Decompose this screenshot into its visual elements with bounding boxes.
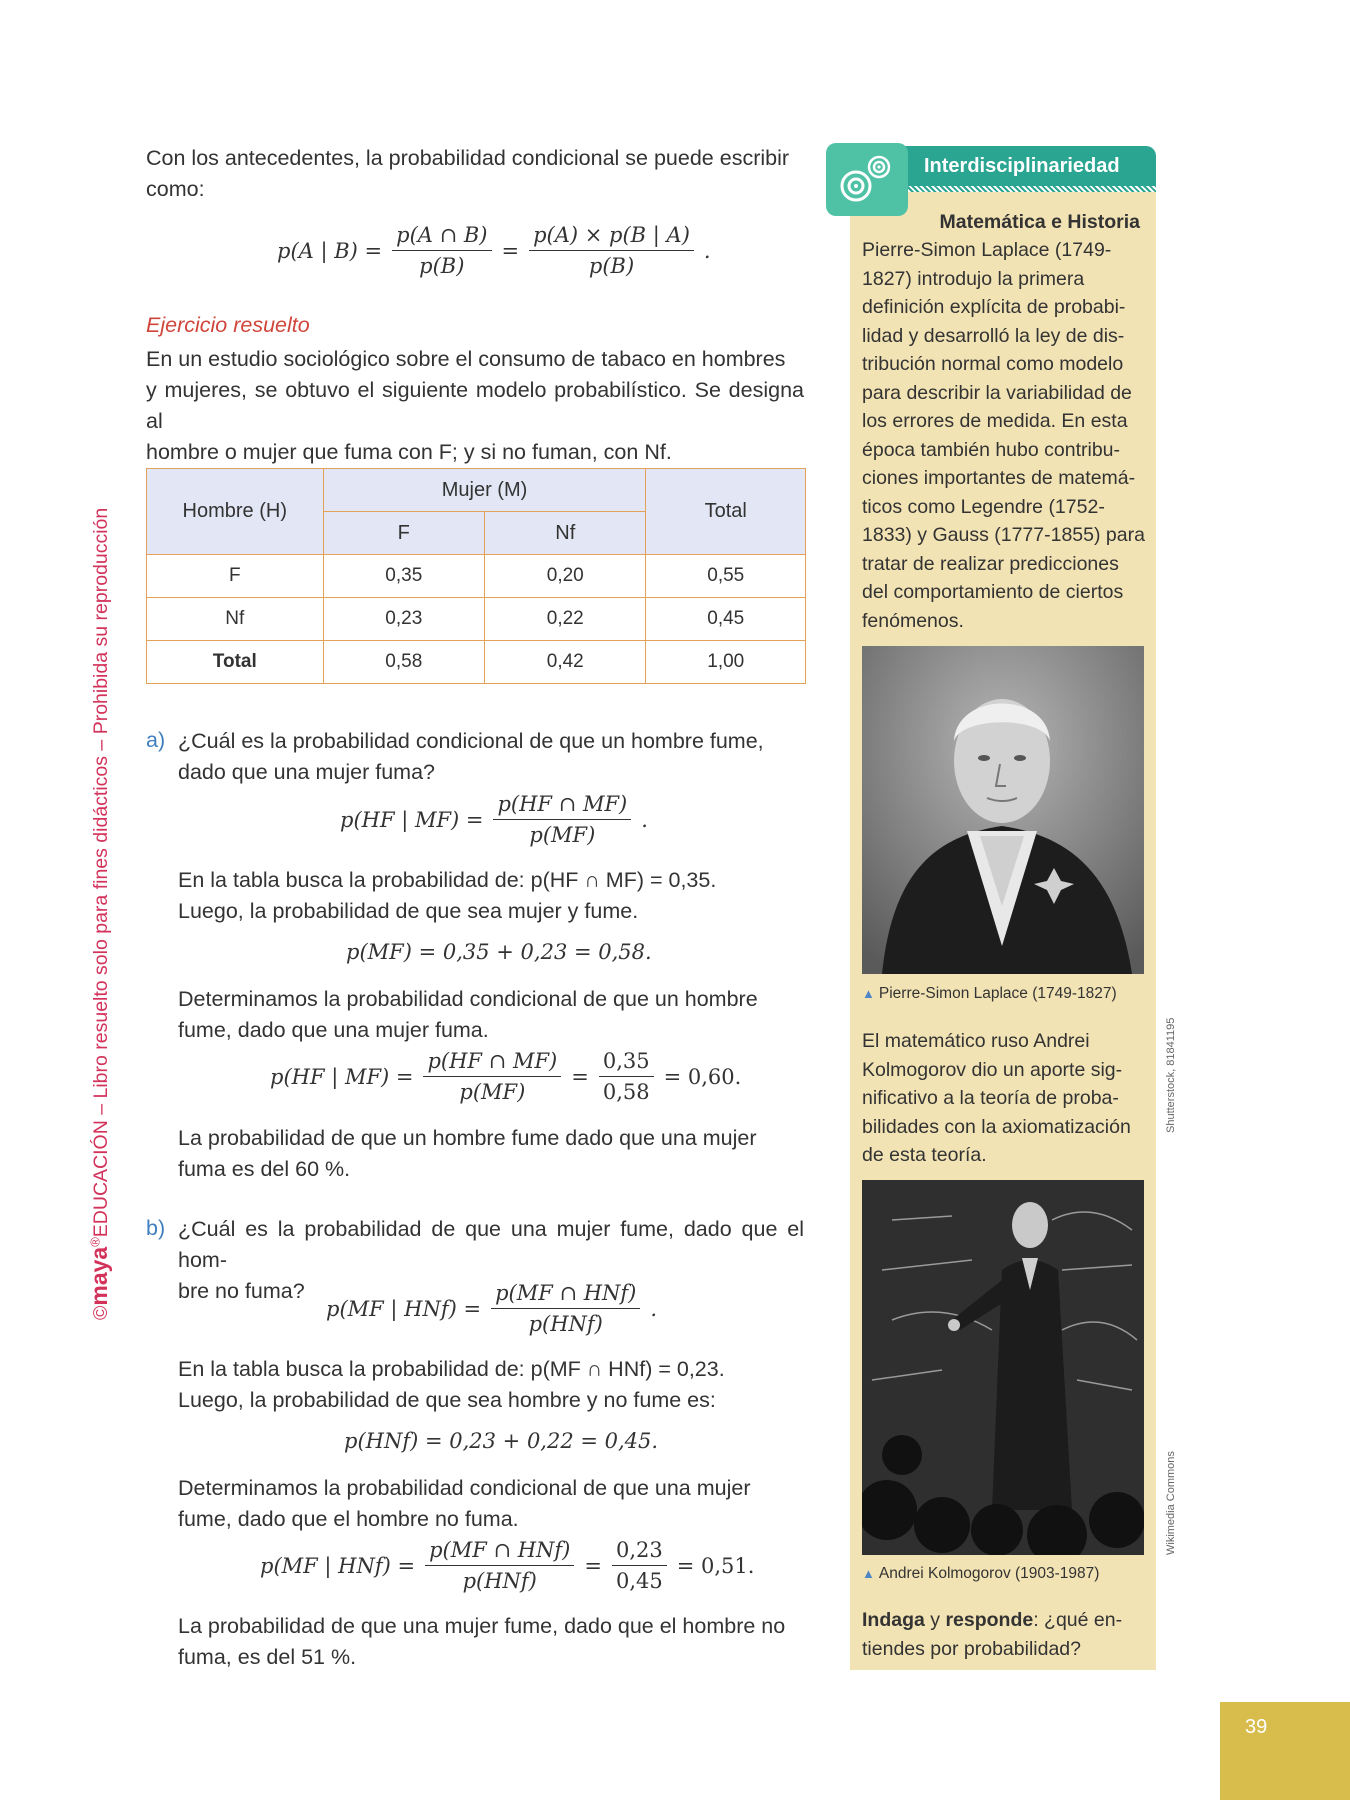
paragraph-line: del comportamiento de ciertos	[862, 581, 1124, 603]
laplace-portrait	[862, 646, 1144, 974]
table-row	[147, 641, 806, 684]
denominator: p(MF)	[459, 1080, 526, 1104]
sidebar-subtitle: Matemática e Historia	[939, 211, 1140, 233]
part-b-formula-2: p(HNf) = 0,23 + 0,22 = 0,45.	[344, 1429, 659, 1453]
part-a-question	[178, 726, 804, 788]
sidebar-question	[862, 1606, 1152, 1663]
paragraph-line: Kolmogorov dio un aporte sig-	[862, 1058, 1123, 1081]
question-line: tiendes por probabilidad?	[862, 1637, 1081, 1660]
brand-name: maya	[86, 1246, 112, 1306]
paragraph-line: 1833) y Gauss (1777-1855) para	[862, 524, 1145, 546]
hombre-header: Hombre (H)	[147, 469, 324, 555]
probability-table	[146, 468, 806, 684]
period: .	[703, 238, 711, 263]
denominator: p(HNf)	[528, 1312, 603, 1336]
numerator: p(MF ∩ HNf)	[425, 1537, 574, 1566]
paragraph-line: de esta teoría.	[862, 1144, 987, 1166]
paragraph-line: ticos como Legendre (1752-	[862, 495, 1105, 518]
table-cell: 0,55	[646, 555, 806, 598]
part-a-steps	[178, 865, 804, 927]
question-line	[862, 1606, 1152, 1635]
part-b-label: b)	[146, 1216, 166, 1240]
intro-line: Con los antecedentes, la probabilidad condicional se puede escribir	[146, 146, 790, 170]
period: .	[641, 807, 648, 832]
copyright-note	[86, 508, 113, 1320]
intro-paragraph	[146, 143, 804, 205]
denominator: p(MF)	[529, 823, 596, 847]
triangle-icon: ▲	[862, 986, 875, 1001]
part-b-formula-1	[326, 1280, 657, 1337]
page-number: 39	[1245, 1716, 1268, 1738]
equals-sign: =	[584, 1553, 602, 1578]
conclusion-line: La probabilidad de que una mujer fume, dado que el hombre no	[178, 1614, 786, 1638]
exercise-statement	[146, 344, 804, 468]
fraction	[491, 1280, 640, 1337]
step-line: Determinamos la probabilidad condicional de que un hombre	[178, 987, 758, 1011]
formula-lhs: p(HF | MF) =	[270, 1064, 414, 1089]
paragraph-line: bilidades con la axiomatización	[862, 1115, 1131, 1138]
equals-sign: =	[571, 1064, 589, 1089]
paragraph-line: 1827) introdujo la primera	[862, 267, 1085, 290]
row-label: Nf	[147, 598, 324, 641]
fraction	[392, 222, 491, 279]
numerator: 0,23	[612, 1537, 667, 1566]
conclusion-line: fuma, es del 51 %.	[178, 1645, 357, 1669]
exercise-heading: Ejercicio resuelto	[146, 313, 310, 337]
ask-text: : ¿qué en-	[1033, 1609, 1123, 1631]
exercise-line: En un estudio sociológico sobre el consumo de tabaco en hombres	[146, 347, 786, 371]
table-cell: 0,23	[323, 598, 484, 641]
formula-lhs: p(A | B) =	[277, 238, 383, 263]
kolmogorov-caption	[862, 1565, 1099, 1583]
paragraph-line: época también hubo contribu-	[862, 438, 1121, 461]
part-a-formula-2: p(MF) = 0,35 + 0,23 = 0,58.	[346, 940, 652, 964]
conclusion-line: La probabilidad de que un hombre fume dado que una mujer	[178, 1126, 757, 1150]
copyright-symbol: ©	[90, 1305, 112, 1320]
ask-bold: responde	[945, 1609, 1034, 1631]
sidebar-tab	[900, 146, 1156, 192]
table-cell: 0,42	[485, 641, 646, 684]
table-row	[147, 598, 806, 641]
fraction	[612, 1537, 667, 1594]
part-a-formula-1	[340, 791, 648, 848]
fraction	[599, 1048, 654, 1105]
caption-text: Andrei Kolmogorov (1903-1987)	[878, 1565, 1100, 1582]
paragraph-line: lidad y desarrolló la ley de dis-	[862, 324, 1125, 347]
kolmogorov-photo	[862, 1180, 1144, 1555]
paragraph-line: Pierre-Simon Laplace (1749-	[862, 239, 1112, 261]
step-line: fume, dado que el hombre no fuma.	[178, 1507, 519, 1531]
tab-label: Interdisciplinariedad	[924, 155, 1120, 177]
table-cell: 0,35	[323, 555, 484, 598]
paragraph-line: nificativo a la teoría de proba-	[862, 1087, 1119, 1109]
ask-bold: Indaga	[862, 1609, 925, 1631]
question-line: bre no fuma?	[178, 1279, 305, 1303]
kolmogorov-photo-credit: Wikimedia Commons	[1165, 1451, 1177, 1555]
paragraph-line: ciones importantes de matemá-	[862, 467, 1136, 489]
part-a-label: a)	[146, 728, 166, 752]
numerator: 0,35	[599, 1048, 654, 1077]
paragraph-line: para describir la variabilidad de	[862, 381, 1132, 404]
triangle-icon: ▲	[862, 1566, 875, 1581]
denominator: p(B)	[419, 254, 465, 278]
mujer-header: Mujer (M)	[323, 469, 646, 512]
row-label: Total	[147, 641, 324, 684]
numerator: p(A) × p(B | A)	[529, 222, 694, 251]
paragraph-line: tratar de realizar predicciones	[862, 552, 1119, 575]
table-cell: 0,20	[485, 555, 646, 598]
part-a-formula-3	[270, 1048, 741, 1105]
step-line: Determinamos la probabilidad condicional de que una mujer	[178, 1476, 751, 1500]
exercise-line: y mujeres, se obtuvo el siguiente modelo probabilístico. Se designa al	[146, 378, 804, 433]
page-number-box	[1220, 1702, 1350, 1800]
ask-connector: y	[924, 1609, 946, 1631]
tab-hatch	[900, 186, 1156, 192]
copyright-text: EDUCACIÓN – Libro resuelto solo para fines didácticos – Prohibida su reproducción	[90, 507, 112, 1238]
target-icon	[826, 143, 908, 216]
exercise-line: hombre o mujer que fuma con F; y si no fuman, con Nf.	[146, 440, 672, 464]
part-b-determine	[178, 1473, 804, 1535]
paragraph-line: definición explícita de probabi-	[862, 296, 1126, 318]
question-line: ¿Cuál es la probabilidad de que una mujer fume, dado que el hom-	[178, 1217, 804, 1272]
registered-symbol: ®	[87, 1237, 103, 1247]
caption-text: Pierre-Simon Laplace (1749-1827)	[878, 985, 1117, 1002]
part-a-conclusion	[178, 1123, 804, 1185]
paragraph-line: El matemático ruso Andrei	[862, 1030, 1090, 1052]
table-cell: 1,00	[646, 641, 806, 684]
subheader-f: F	[323, 512, 484, 555]
paragraph-line: los errores de medida. En esta	[862, 410, 1128, 432]
part-a-determine	[178, 984, 804, 1046]
paragraph-line: fenómenos.	[862, 609, 964, 632]
period: .	[650, 1296, 658, 1321]
fraction	[493, 791, 631, 848]
formula-lhs: p(HF | MF) =	[340, 807, 484, 832]
step-line: Luego, la probabilidad de que sea mujer y fume.	[178, 899, 639, 923]
denominator: 0,58	[602, 1080, 650, 1104]
total-header: Total	[646, 469, 806, 555]
step-line: En la tabla busca la probabilidad de: p(MF ∩ HNf) = 0,23.	[178, 1357, 725, 1381]
denominator: 0,45	[615, 1569, 663, 1593]
row-label: F	[147, 555, 324, 598]
equals-sign: =	[501, 238, 520, 263]
question-line: ¿Cuál es la probabilidad condicional de que un hombre fume,	[178, 729, 764, 753]
laplace-photo-credit: Shutterstock, 81841195	[1165, 1017, 1177, 1133]
sidebar-paragraph-laplace	[862, 236, 1152, 635]
step-line: Luego, la probabilidad de que sea hombre y no fume es:	[178, 1388, 716, 1412]
table-cell: 0,58	[323, 641, 484, 684]
table-cell: 0,22	[485, 598, 646, 641]
step-line: fume, dado que una mujer fuma.	[178, 1018, 489, 1042]
numerator: p(A ∩ B)	[392, 222, 491, 251]
numerator: p(HF ∩ MF)	[423, 1048, 561, 1077]
table-row	[147, 555, 806, 598]
laplace-caption	[862, 985, 1117, 1003]
result: = 0,60.	[663, 1064, 742, 1089]
result: = 0,51.	[676, 1553, 755, 1578]
subheader-nf: Nf	[485, 512, 646, 555]
fraction	[423, 1048, 561, 1105]
formula-lhs: p(MF | HNf) =	[326, 1296, 482, 1321]
fraction	[425, 1537, 574, 1594]
numerator: p(MF ∩ HNf)	[491, 1280, 640, 1309]
formula-conditional-probability	[277, 222, 711, 279]
sidebar-paragraph-kolmogorov	[862, 1027, 1152, 1170]
fraction	[529, 222, 694, 279]
step-line: En la tabla busca la probabilidad de: p(HF ∩ MF) = 0,35.	[178, 868, 717, 892]
numerator: p(HF ∩ MF)	[493, 791, 631, 820]
formula-lhs: p(MF | HNf) =	[260, 1553, 416, 1578]
part-b-steps	[178, 1354, 804, 1416]
table-cell: 0,45	[646, 598, 806, 641]
part-b-conclusion	[178, 1611, 804, 1673]
question-line: dado que una mujer fuma?	[178, 760, 435, 784]
conclusion-line: fuma es del 60 %.	[178, 1157, 351, 1181]
intro-line: como:	[146, 177, 205, 201]
paragraph-line: tribución normal como modelo	[862, 353, 1124, 375]
part-b-formula-3	[260, 1537, 754, 1594]
denominator: p(B)	[588, 254, 635, 278]
denominator: p(HNf)	[462, 1569, 537, 1593]
